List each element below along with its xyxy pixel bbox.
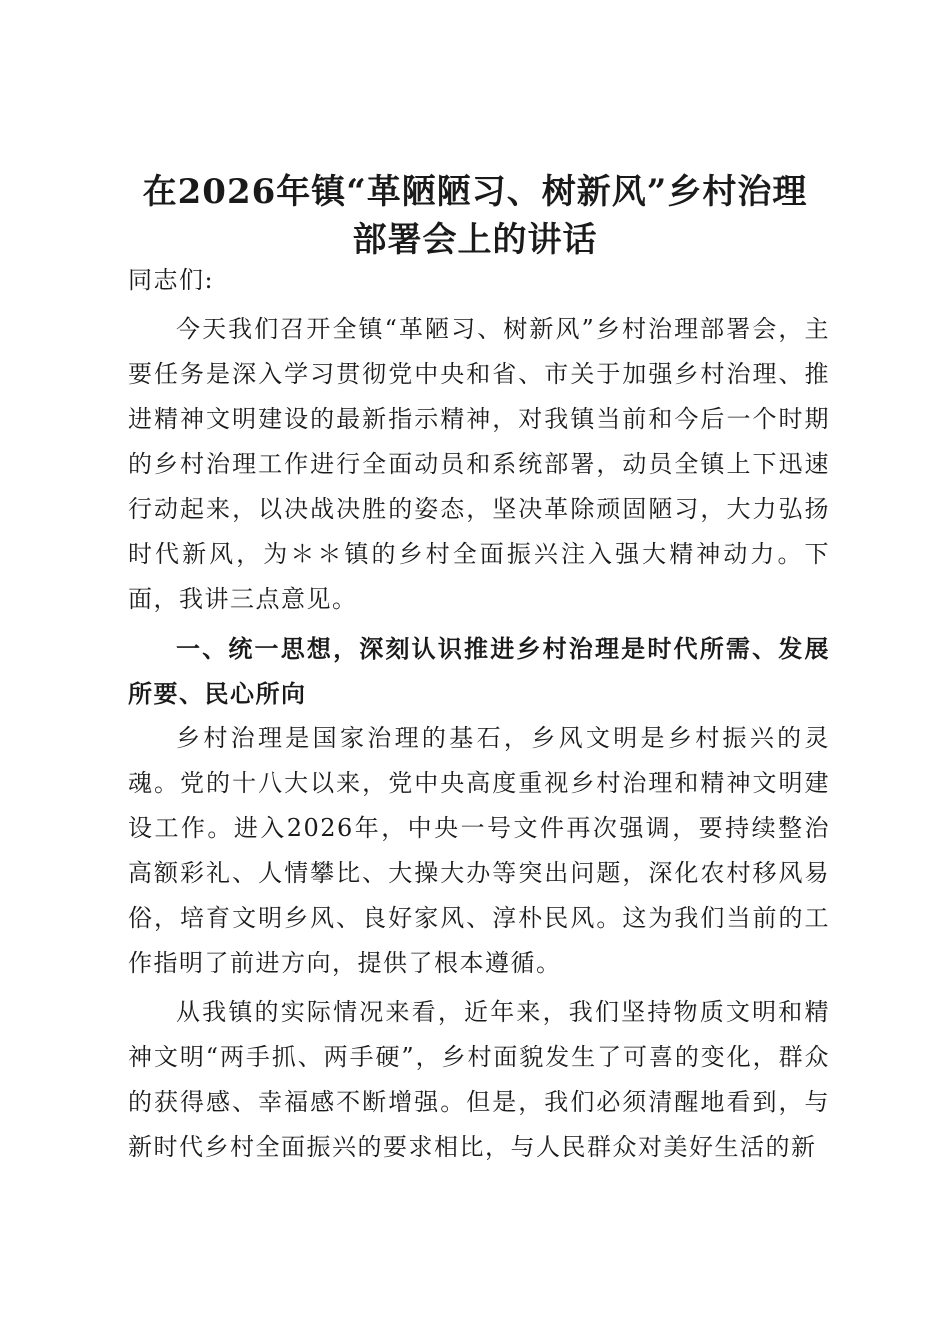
title-line-1: 在2026年镇“革陋陋习、树新风”乡村治理 [142,172,808,212]
paragraph-background: 乡村治理是国家治理的基石，乡风文明是乡村振兴的灵魂。党的十八大以来，党中央高度重视乡村治理和精神文明建设工作。进入2026年，中央一号文件再次强调，要持续整治高额彩礼、人情攀比、大操大办等突出问题，深化农村移风易俗，培育文明乡风、良好家风、淳朴民风。这为我们当前的工作指明了前进方向，提供了根本遵循。 [128,724,830,977]
paragraph-intro: 今天我们召开全镇“革陋习、树新风”乡村治理部署会，主要任务是深入学习贯彻党中央和省、市关于加强乡村治理、推进精神文明建设的最新指示精神，对我镇当前和今后一个时期的乡村治理工作进行全面动员和系统部署，动员全镇上下迅速行动起来，以决战决胜的姿态，坚决革除顽固陋习，大力弘扬时代新风，为＊＊镇的乡村全面振兴注入强大精神动力。下面，我讲三点意见。 [128,315,830,613]
paragraph-situation: 从我镇的实际情况来看，近年来，我们坚持物质文明和精神文明“两手抓、两手硬”，乡村面貌发生了可喜的变化，群众的获得感、幸福感不断增强。但是，我们必须清醒地看到，与新时代乡村全面振兴的要求相比，与人民群众对美好生活的新 [128,998,830,1161]
title-line-2: 部署会上的讲话 [352,220,598,260]
document-body [128,258,830,1170]
document-title [120,168,830,264]
salutation: 同志们: [128,266,215,294]
section-heading-1: 一、统一思想，深刻认识推进乡村治理是时代所需、发展所要、民心所向 [128,634,830,708]
